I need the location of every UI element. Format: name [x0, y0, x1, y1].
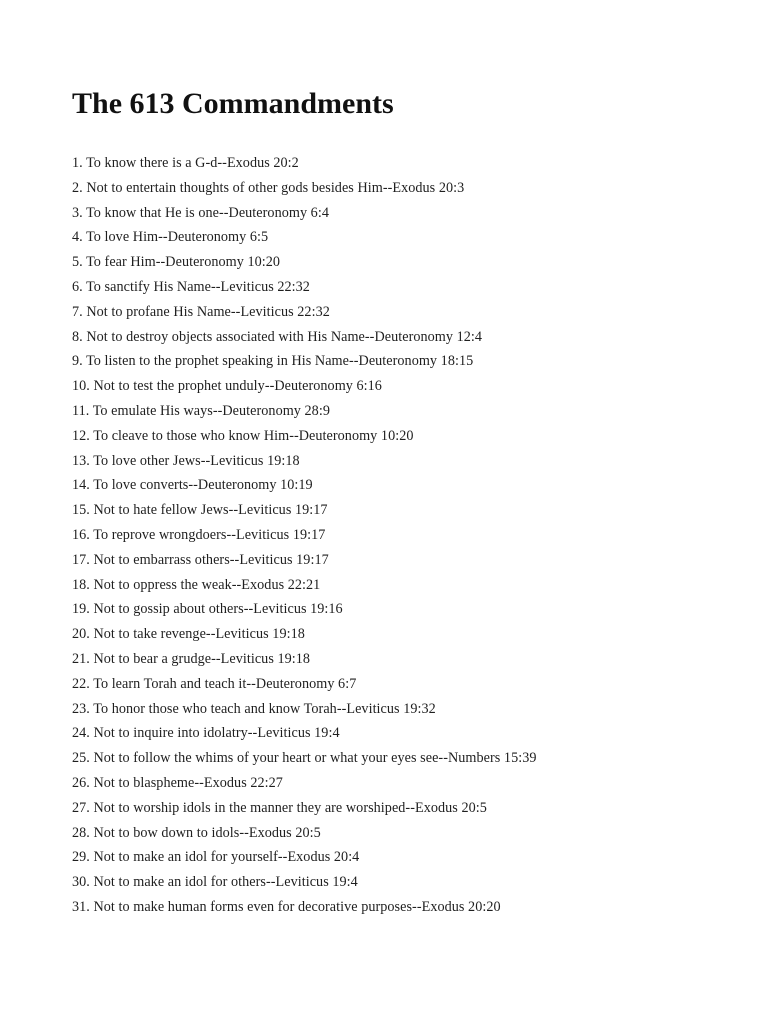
- commandment-item: 31. Not to make human forms even for decorative purposes--Exodus 20:20: [72, 898, 501, 915]
- commandment-item: 18. Not to oppress the weak--Exodus 22:21: [72, 576, 321, 593]
- commandment-item: 20. Not to take revenge--Leviticus 19:18: [72, 626, 305, 643]
- commandment-item: 6. To sanctify His Name--Leviticus 22:32: [72, 278, 310, 295]
- commandment-item: 14. To love converts--Deuteronomy 10:19: [72, 477, 313, 494]
- commandment-item: 26. Not to blaspheme--Exodus 22:27: [72, 774, 283, 791]
- commandment-item: 30. Not to make an idol for others--Leviticus 19:4: [72, 874, 358, 891]
- commandment-item: 27. Not to worship idols in the manner they are worshiped--Exodus 20:5: [72, 799, 487, 816]
- commandment-item: 16. To reprove wrongdoers--Leviticus 19:17: [72, 526, 326, 543]
- commandment-item: 15. Not to hate fellow Jews--Leviticus 19:17: [72, 502, 328, 519]
- commandment-item: 2. Not to entertain thoughts of other gods besides Him--Exodus 20:3: [72, 179, 465, 196]
- commandment-item: 3. To know that He is one--Deuteronomy 6:4: [72, 204, 329, 221]
- commandment-item: 19. Not to gossip about others--Leviticus 19:16: [72, 601, 343, 618]
- commandments-list: [72, 151, 537, 920]
- commandment-item: 24. Not to inquire into idolatry--Leviticus 19:4: [72, 725, 340, 742]
- commandment-item: 23. To honor those who teach and know Torah--Leviticus 19:32: [72, 700, 436, 717]
- commandment-item: 11. To emulate His ways--Deuteronomy 28:9: [72, 402, 330, 419]
- document-title: The 613 Commandments: [72, 87, 394, 120]
- commandment-item: 7. Not to profane His Name--Leviticus 22:32: [72, 303, 330, 320]
- commandment-item: 10. Not to test the prophet unduly--Deuteronomy 6:16: [72, 378, 382, 395]
- commandment-item: 5. To fear Him--Deuteronomy 10:20: [72, 254, 281, 271]
- commandment-item: 21. Not to bear a grudge--Leviticus 19:18: [72, 650, 311, 667]
- commandment-item: 22. To learn Torah and teach it--Deuteronomy 6:7: [72, 675, 357, 692]
- commandment-item: 1. To know there is a G-d--Exodus 20:2: [72, 155, 299, 171]
- commandment-item: 8. Not to destroy objects associated with His Name--Deuteronomy 12:4: [72, 328, 483, 345]
- commandment-item: 28. Not to bow down to idols--Exodus 20:5: [72, 824, 321, 841]
- commandment-item: 17. Not to embarrass others--Leviticus 19:17: [72, 551, 329, 568]
- commandment-item: 9. To listen to the prophet speaking in His Name--Deuteronomy 18:15: [72, 353, 474, 370]
- commandment-item: 25. Not to follow the whims of your heart or what your eyes see--Numbers 15:39: [72, 750, 537, 767]
- commandment-item: 13. To love other Jews--Leviticus 19:18: [72, 452, 300, 469]
- commandment-item: 29. Not to make an idol for yourself--Exodus 20:4: [72, 849, 360, 866]
- commandment-item: 4. To love Him--Deuteronomy 6:5: [72, 229, 269, 246]
- commandment-item: 12. To cleave to those who know Him--Deuteronomy 10:20: [72, 427, 414, 444]
